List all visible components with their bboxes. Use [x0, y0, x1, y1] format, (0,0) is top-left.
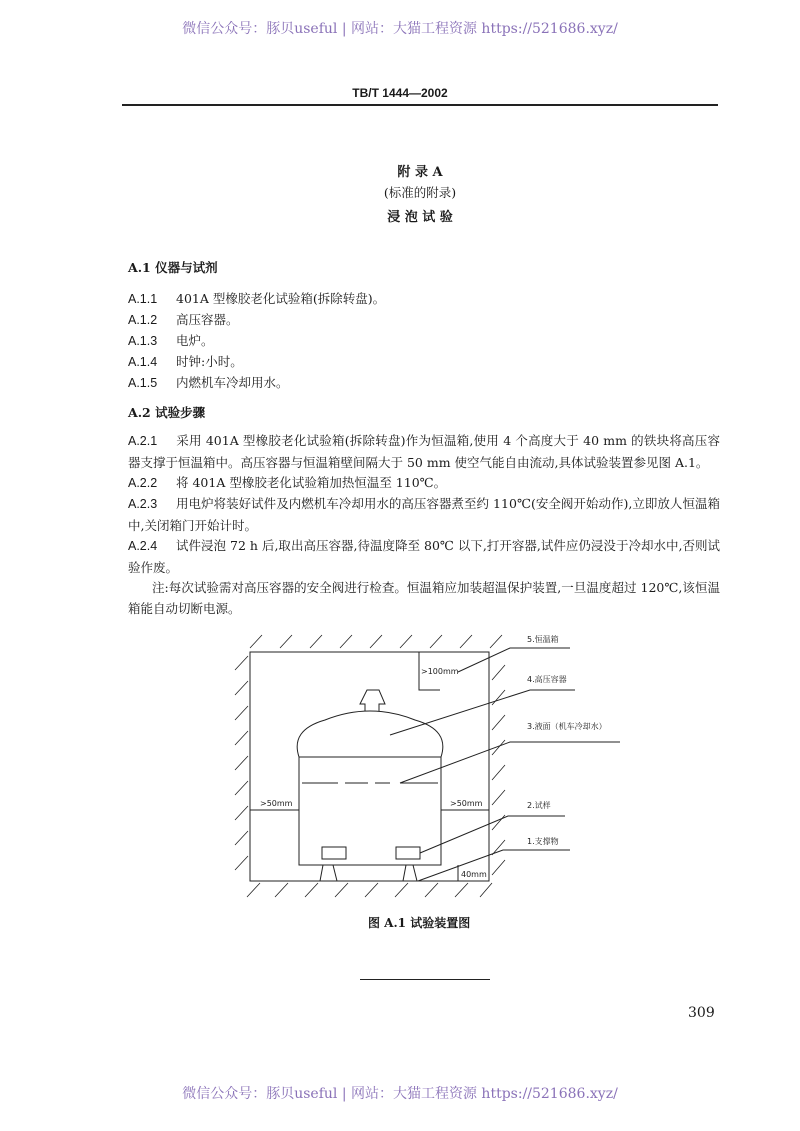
page-number: 309: [688, 1005, 715, 1021]
label-sample: 2.试样: [527, 801, 551, 810]
label-support: 1.支撑物: [527, 837, 559, 846]
end-rule: [360, 979, 490, 980]
hatching: [235, 635, 505, 897]
leader-lines: [390, 648, 620, 881]
item-number: A.1.4: [128, 355, 158, 369]
item-a1-1: [128, 289, 385, 307]
item-number: A.1.2: [128, 313, 158, 327]
section-a2-title: A.2 试验步骤: [128, 405, 206, 420]
item-text: 时钟:小时。: [176, 354, 243, 369]
appendix-title: 附 录 A: [397, 165, 443, 180]
item-text: 采用 401A 型橡胶老化试验箱(拆除转盘)作为恒温箱,使用 4 个高度大于 40 mm 的铁块将高压容器支撑于恒温箱中。高压容器与恒温箱壁间隔大于 50 mm 使空气能自由流动,具体试验装置参见图 A.1。: [128, 433, 720, 470]
item-text: 401A 型橡胶老化试验箱(拆除转盘)。: [176, 291, 386, 306]
item-text: 内燃机车冷却用水。: [176, 375, 289, 390]
item-a1-2: [128, 310, 239, 328]
watermark-top[interactable]: 微信公众号：豚贝useful | 网站：大猫工程资源 https://521686.xyz/: [182, 21, 618, 37]
thermostat-box: [250, 652, 489, 881]
item-a1-5: [128, 373, 289, 391]
appendix-name: 浸 泡 试 验: [387, 210, 453, 225]
supports: [320, 865, 417, 881]
label-pressure-vessel: 4.高压容器: [527, 675, 567, 684]
test-apparatus-diagram: [230, 620, 650, 920]
dim-right-label: >50mm: [450, 799, 483, 808]
item-number: A.2.3: [128, 497, 158, 511]
section-a1-title: A.1 仪器与试剂: [128, 260, 218, 275]
dim-left-label: >50mm: [260, 799, 293, 808]
item-text: 高压容器。: [176, 312, 239, 327]
label-thermostat: 5.恒温箱: [527, 635, 559, 644]
item-text: 将 401A 型橡胶老化试验箱加热恒温至 110℃。: [176, 475, 447, 490]
appendix-subtitle: (标准的附录): [383, 185, 457, 200]
item-number: A.1.5: [128, 376, 158, 390]
item-number: A.2.2: [128, 476, 158, 490]
item-a2-2: [128, 472, 720, 494]
sample-left: [322, 847, 346, 859]
dim-bottom-label: 40mm: [461, 870, 487, 879]
label-liquid-level: 3.液面（机车冷却水）: [527, 722, 607, 731]
item-text: 电炉。: [176, 333, 214, 348]
item-number: A.1.3: [128, 334, 158, 348]
sample-right: [396, 847, 420, 859]
pressure-vessel-dome: [297, 711, 443, 757]
dim-top-label: >100mm: [421, 667, 459, 676]
safety-valve: [360, 690, 385, 711]
note: 注:每次试验需对高压容器的安全阀进行检查。恒温箱应加装超温保护装置,一旦温度超过 120℃,该恒温箱能自动切断电源。: [128, 580, 720, 616]
item-a2-1: [128, 430, 720, 473]
item-text: 试件浸泡 72 h 后,取出高压容器,待温度降至 80℃ 以下,打开容器,试件应仍浸没于冷却水中,否则试验作废。: [128, 538, 720, 575]
item-a1-3: [128, 331, 214, 349]
dim-lines: [250, 810, 489, 881]
item-text: 用电炉将装好试件及内燃机车冷却用水的高压容器煮至约 110℃(安全阀开始动作),立即放人恒温箱中,关闭箱门开始计时。: [128, 496, 720, 533]
item-a2-4: [128, 535, 720, 578]
item-number: A.1.1: [128, 292, 158, 306]
item-a2-3: [128, 493, 720, 536]
item-number: A.2.1: [128, 434, 158, 448]
item-number: A.2.4: [128, 539, 158, 553]
header-rule: [122, 104, 718, 106]
watermark-bottom[interactable]: 微信公众号：豚贝useful | 网站：大猫工程资源 https://521686.xyz/: [182, 1086, 618, 1102]
standard-header: TB/T 1444—2002: [352, 86, 448, 100]
item-a1-4: [128, 352, 243, 370]
figure-caption: 图 A.1 试验装置图: [368, 916, 471, 930]
